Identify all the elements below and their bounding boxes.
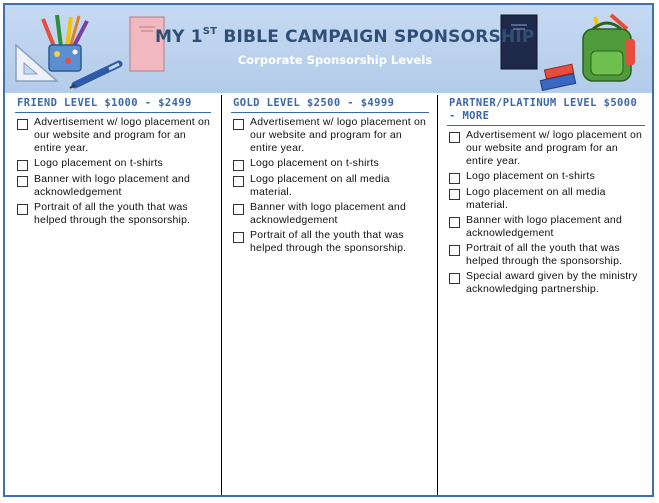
- checklist-item: [231, 173, 429, 199]
- checkbox[interactable]: [449, 189, 460, 200]
- checkbox[interactable]: [449, 245, 460, 256]
- page-subtitle: Corporate Sponsorship Levels: [237, 53, 433, 67]
- item-label: Logo placement on t-shirts: [250, 157, 379, 169]
- checkbox[interactable]: [233, 160, 244, 171]
- item-label: Portrait of all the youth that was helped through the sponsorship.: [34, 201, 191, 226]
- checklist-item: [447, 214, 645, 240]
- checklist-item: [447, 129, 645, 168]
- checklist-item: [447, 170, 645, 184]
- level-heading: FRIEND LEVEL $1000 - $2499: [15, 95, 211, 113]
- item-label: Logo placement on t-shirts: [34, 157, 163, 169]
- checkbox[interactable]: [17, 160, 28, 171]
- pen-icon: [69, 59, 125, 89]
- item-label: Banner with logo placement and acknowledgement: [34, 173, 191, 198]
- level-friend: [15, 95, 211, 229]
- page-frame: [3, 3, 654, 497]
- checkbox[interactable]: [17, 119, 28, 130]
- level-items: [15, 116, 211, 227]
- level-gold: [231, 95, 429, 257]
- checklist-item: [15, 201, 211, 227]
- column-divider: [221, 95, 222, 495]
- item-label: Special award given by the ministry acknowledging partnership.: [466, 270, 638, 295]
- level-heading: GOLD LEVEL $2500 - $4999: [231, 95, 429, 113]
- checklist-item: [447, 270, 645, 296]
- checkbox[interactable]: [17, 204, 28, 215]
- header-banner: [5, 5, 652, 93]
- book-stack-icon: [539, 61, 579, 91]
- item-label: Advertisement w/ logo placement on our website and program for an entire year.: [34, 116, 211, 154]
- checkbox[interactable]: [233, 119, 244, 130]
- checklist-item: [15, 157, 211, 171]
- item-label: Logo placement on all media material.: [250, 173, 390, 198]
- checkbox[interactable]: [17, 176, 28, 187]
- checklist-item: [447, 242, 645, 268]
- column-divider: [437, 95, 438, 495]
- level-items: [447, 129, 645, 296]
- page-title: MY 1ST BIBLE CAMPAIGN SPONSORSHIP: [155, 26, 535, 47]
- checklist-item: [231, 157, 429, 171]
- item-label: Advertisement w/ logo placement on our website and program for an entire year.: [250, 116, 427, 154]
- checkbox[interactable]: [233, 176, 244, 187]
- checkbox[interactable]: [233, 204, 244, 215]
- checkbox[interactable]: [233, 232, 244, 243]
- checklist-item: [231, 201, 429, 227]
- checkbox[interactable]: [449, 273, 460, 284]
- level-items: [231, 116, 429, 255]
- checklist-item: [15, 173, 211, 199]
- item-label: Portrait of all the youth that was helped through the sponsorship.: [250, 229, 407, 254]
- item-label: Advertisement w/ logo placement on our website and program for an entire year.: [466, 129, 643, 167]
- checklist-item: [231, 116, 429, 155]
- level-heading: PARTNER/PLATINUM LEVEL $5000 - MORE: [447, 95, 645, 126]
- level-partner-platinum: [447, 95, 645, 298]
- item-label: Logo placement on all media material.: [466, 186, 606, 211]
- item-label: Banner with logo placement and acknowledgement: [250, 201, 407, 226]
- checklist-item: [15, 116, 211, 155]
- checklist-item: [231, 229, 429, 255]
- checkbox[interactable]: [449, 173, 460, 184]
- checkbox[interactable]: [449, 132, 460, 143]
- checkbox[interactable]: [449, 217, 460, 228]
- item-label: Portrait of all the youth that was helped through the sponsorship.: [466, 242, 623, 267]
- checklist-item: [447, 186, 645, 212]
- item-label: Banner with logo placement and acknowledgement: [466, 214, 623, 239]
- item-label: Logo placement on t-shirts: [466, 170, 595, 182]
